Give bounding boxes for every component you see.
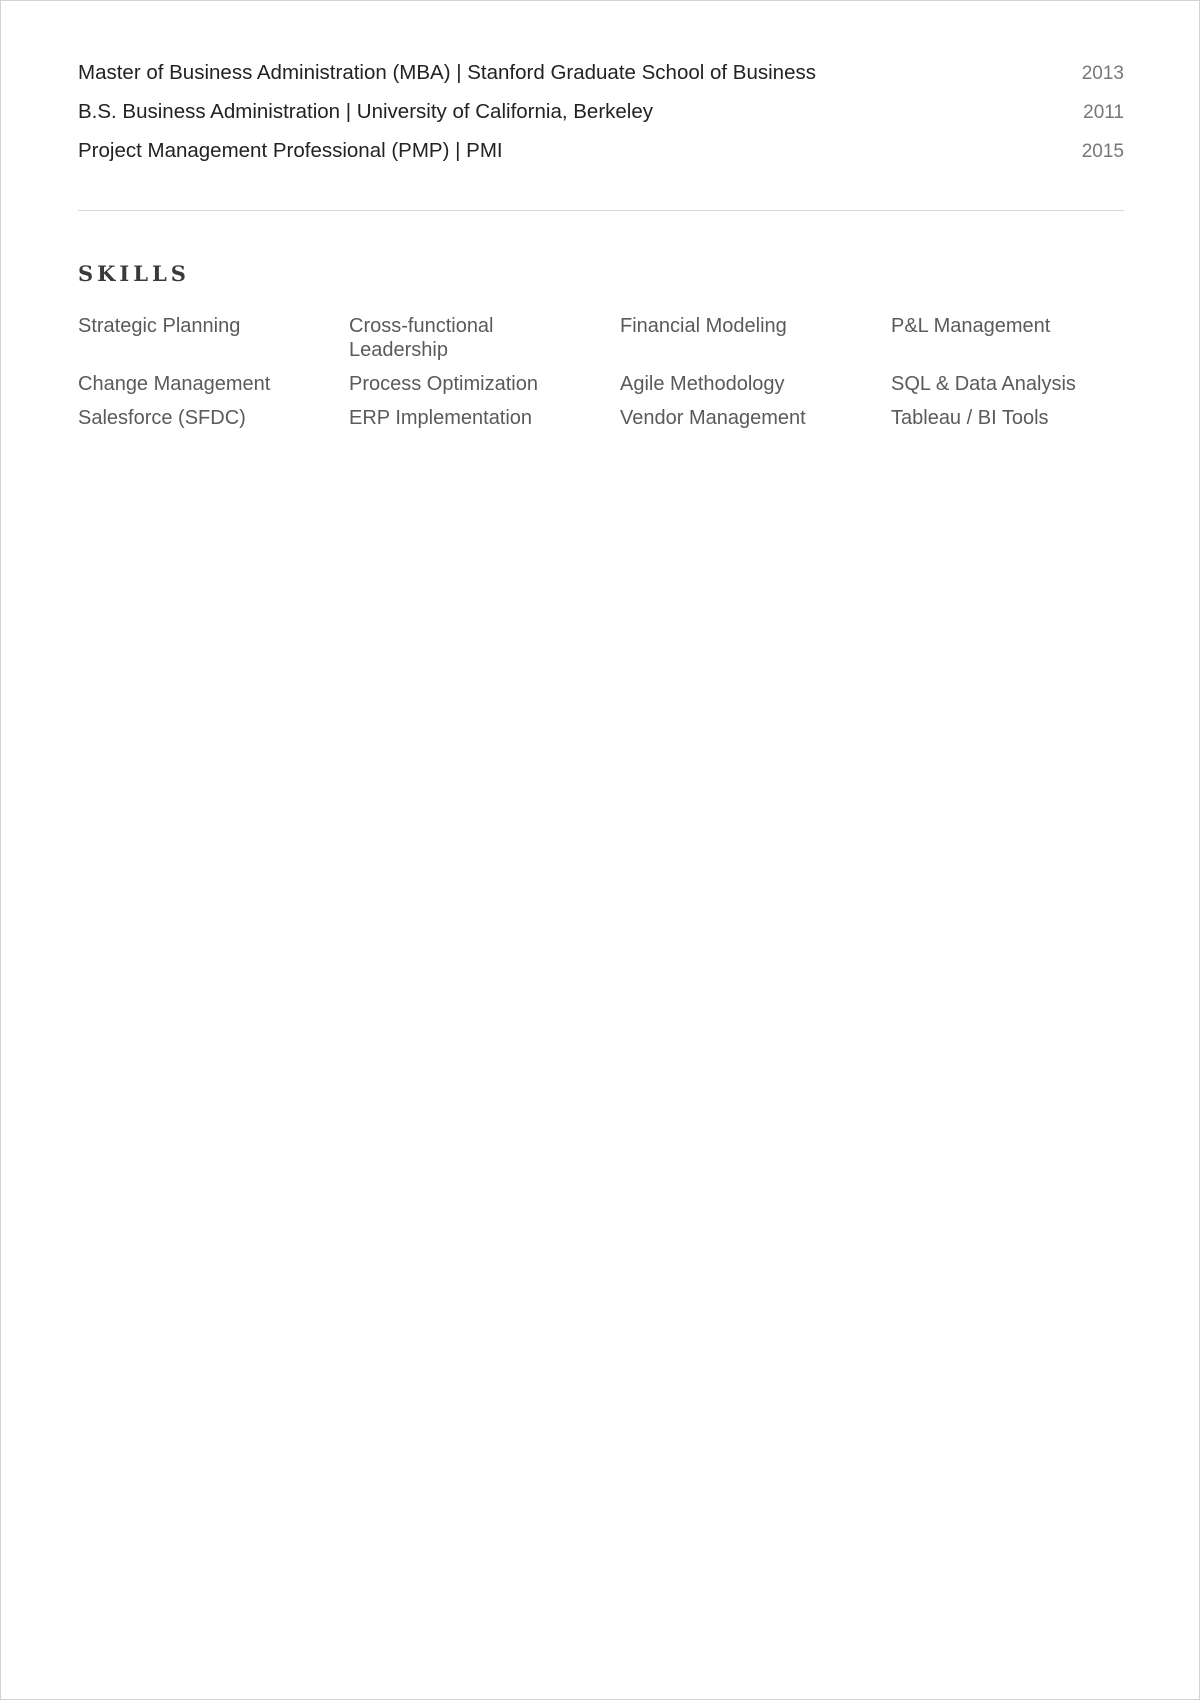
education-year: 2011 xyxy=(1083,102,1124,123)
skill-item: ERP Implementation xyxy=(349,407,533,429)
skill-item: Process Optimization xyxy=(349,373,538,395)
section-divider xyxy=(78,210,1124,211)
skills-grid xyxy=(78,314,1168,430)
skill-item: P&L Management xyxy=(891,315,1051,337)
education-entry xyxy=(78,139,1124,178)
education-entry xyxy=(78,100,1124,139)
skill-item: Vendor Management xyxy=(620,407,806,429)
education-title: Project Management Professional (PMP) | PMI xyxy=(78,139,503,162)
education-title: B.S. Business Administration | University of California, Berkeley xyxy=(78,100,654,123)
skill-item: Strategic Planning xyxy=(78,315,241,337)
skill-item: SQL & Data Analysis xyxy=(891,373,1076,395)
skill-item: Financial Modeling xyxy=(620,315,787,337)
education-title: Master of Business Administration (MBA) | Stanford Graduate School of Business xyxy=(78,61,816,84)
education-entry xyxy=(78,61,1124,100)
skill-item: Tableau / BI Tools xyxy=(891,407,1049,429)
skill-item: Change Management xyxy=(78,373,271,395)
skill-item: Salesforce (SFDC) xyxy=(78,407,246,429)
education-year: 2013 xyxy=(1081,63,1124,84)
education-list xyxy=(78,61,1124,178)
education-year: 2015 xyxy=(1081,141,1124,162)
skill-item: Cross-functional Leadership xyxy=(349,315,494,361)
skills-heading: SKILLS xyxy=(78,261,190,286)
skill-item: Agile Methodology xyxy=(620,373,785,395)
